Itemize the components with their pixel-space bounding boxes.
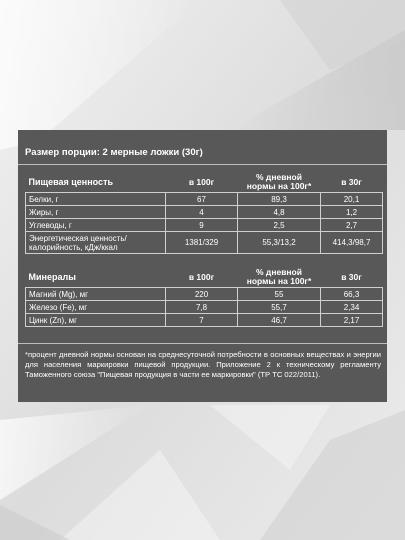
separator bbox=[18, 164, 387, 165]
value-per-30g: 20,1 bbox=[321, 193, 383, 206]
value-daily-percent: 55 bbox=[238, 288, 321, 301]
header-per-100g: в 100г bbox=[188, 176, 215, 187]
table-row bbox=[26, 193, 383, 206]
value-per-100g: 1381/329 bbox=[166, 232, 238, 254]
header-daily-percent: % дневной нормы на 100г* bbox=[246, 172, 312, 191]
table-row bbox=[26, 314, 383, 327]
value-daily-percent: 2,5 bbox=[238, 219, 321, 232]
footnote: *процент дневной нормы основан на среднесуточной потребности в основных веществах и энергии для населения маркировки пищевой продукции. Приложение 2 к техническому регламенту Таможенного союза "Пищевая продукция в части ее маркировки" (ТР ТС 022/2011). bbox=[25, 350, 381, 379]
value-per-100g: 9 bbox=[166, 219, 238, 232]
nutrition-header-row bbox=[26, 172, 383, 193]
value-per-30g: 2,17 bbox=[321, 314, 383, 327]
minerals-table bbox=[25, 267, 383, 327]
serving-size: Размер порции: 2 мерные ложки (30г) bbox=[25, 147, 203, 158]
value-per-100g: 220 bbox=[166, 288, 238, 301]
header-per-30g: в 30г bbox=[341, 176, 362, 187]
row-label: Магний (Mg), мг bbox=[26, 288, 166, 301]
table-row bbox=[26, 288, 383, 301]
value-per-30g: 1,2 bbox=[321, 206, 383, 219]
row-label: Энергетическая ценность/ калорийность, кДж/ккал bbox=[26, 232, 166, 254]
header-daily-percent: % дневной нормы на 100г* bbox=[246, 267, 312, 286]
value-daily-percent: 46,7 bbox=[238, 314, 321, 327]
value-per-30g: 2,34 bbox=[321, 301, 383, 314]
row-label: Железо (Fe), мг bbox=[26, 301, 166, 314]
nutrition-header-label: Пищевая ценность bbox=[28, 176, 114, 187]
header-per-30g: в 30г bbox=[341, 271, 362, 282]
value-per-100g: 7,8 bbox=[166, 301, 238, 314]
value-per-100g: 67 bbox=[166, 193, 238, 206]
minerals-header-label: Минералы bbox=[28, 271, 76, 282]
value-per-30g: 66,3 bbox=[321, 288, 383, 301]
value-per-100g: 7 bbox=[166, 314, 238, 327]
value-per-100g: 4 bbox=[166, 206, 238, 219]
row-label: Цинк (Zn), мг bbox=[26, 314, 166, 327]
row-label: Жиры, г bbox=[26, 206, 166, 219]
nutrition-panel bbox=[18, 130, 387, 402]
value-daily-percent: 89,3 bbox=[238, 193, 321, 206]
table-row bbox=[26, 301, 383, 314]
nutrition-table bbox=[25, 172, 383, 254]
value-per-30g: 414,3/98,7 bbox=[321, 232, 383, 254]
row-label: Углеводы, г bbox=[26, 219, 166, 232]
table-row bbox=[26, 219, 383, 232]
value-per-30g: 2,7 bbox=[321, 219, 383, 232]
value-daily-percent: 4,8 bbox=[238, 206, 321, 219]
separator bbox=[18, 343, 387, 344]
table-row bbox=[26, 206, 383, 219]
minerals-header-row bbox=[26, 267, 383, 288]
header-per-100g: в 100г bbox=[188, 271, 215, 282]
row-label: Белки, г bbox=[26, 193, 166, 206]
table-row bbox=[26, 232, 383, 254]
value-daily-percent: 55,7 bbox=[238, 301, 321, 314]
value-daily-percent: 55,3/13,2 bbox=[238, 232, 321, 254]
